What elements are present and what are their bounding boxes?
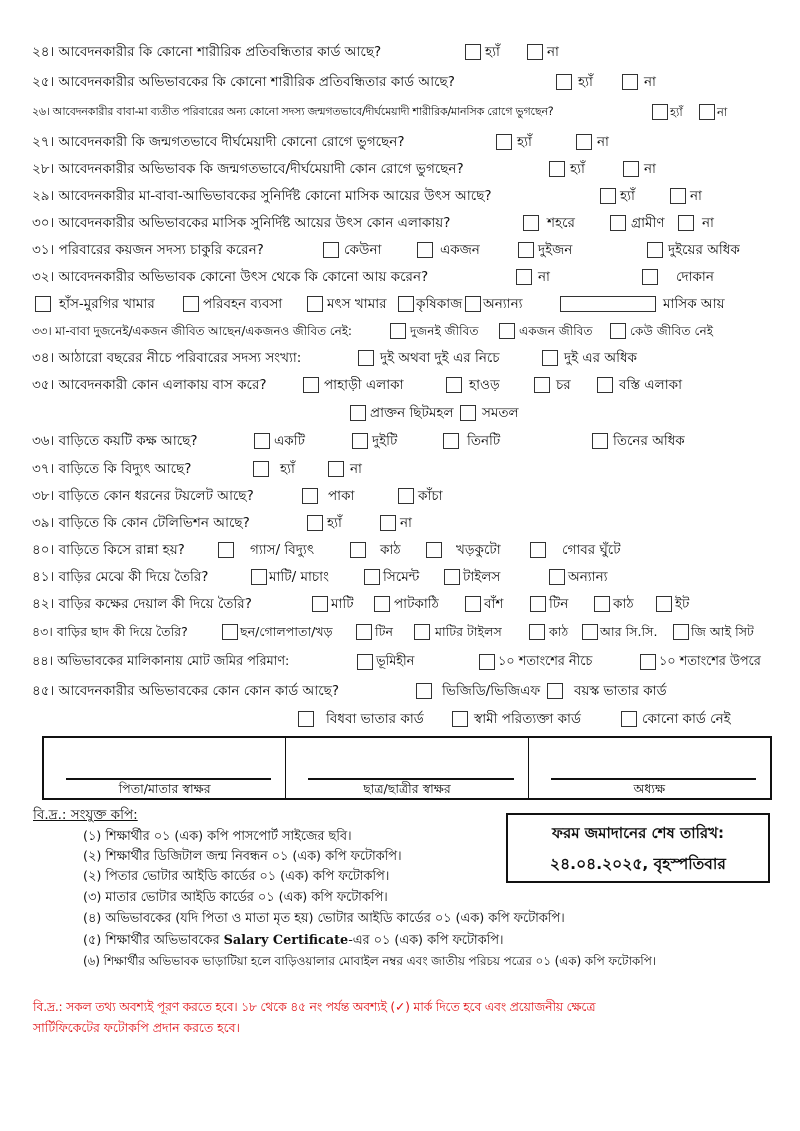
option-label: মাটি/ মাচাং [269, 569, 329, 585]
checkbox-bamboo[interactable] [465, 596, 481, 612]
option-label: চর [556, 377, 571, 393]
checkbox-other[interactable] [549, 569, 565, 585]
option-label: গোবর ঘুঁটে [562, 542, 621, 558]
checkbox-tiles[interactable] [444, 569, 460, 585]
monthly-income-field[interactable] [560, 296, 656, 312]
option-label: কৃষিকাজ [416, 296, 463, 312]
option-label: পাকা [328, 488, 355, 504]
checkbox-rcc[interactable] [582, 624, 598, 640]
deadline-box [506, 813, 770, 883]
checkbox-yes[interactable] [549, 161, 565, 177]
option-label: মাটি [331, 596, 354, 612]
option-label: হাঁস-মুরগির খামার [59, 296, 155, 312]
question-label: ৪৫। আবেদনকারীর অভিভাবকের কোন কোন কার্ড আছে? [32, 683, 340, 699]
checkbox-no[interactable] [380, 515, 396, 531]
attachment-item: (১) শিক্ষার্থীর ০১ (এক) কপি পাসপোর্ট সাইজের ছবি। [83, 829, 352, 844]
question-label: ৪৪। অভিভাবকের মালিকানায় মোট জমির পরিমাণ: [32, 654, 290, 669]
checkbox-widow-allowance[interactable] [298, 711, 314, 727]
checkbox-poultry[interactable] [35, 296, 51, 312]
question-label: ৩৪। আঠারো বছরের নীচে পরিবারের সদস্য সংখ্যা: [32, 350, 302, 366]
checkbox-other[interactable] [465, 296, 481, 312]
signature-student[interactable] [286, 738, 528, 798]
attachment-item: (২) পিতার ভোটার আইডি কার্ডের ০১ (এক) কপি ফটোকপি। [83, 869, 390, 884]
checkbox-pucca[interactable] [302, 488, 318, 504]
checkbox-char[interactable] [534, 377, 550, 393]
option-label: সিমেন্ট [383, 569, 420, 585]
option-label: দুইয়ের অধিক [668, 242, 740, 258]
checkbox-wood[interactable] [529, 624, 545, 640]
question-label: ৪২। বাড়ির কক্ষের দেয়াল কী দিয়ে তৈরি? [32, 596, 252, 612]
option-label: পাটকাঠি [394, 596, 439, 612]
checkbox-fishery[interactable] [307, 296, 323, 312]
option-label: না [644, 74, 656, 90]
attachment-text: (৫) শিক্ষার্থীর অভিভাবকের [83, 933, 224, 948]
option-label: ১০ শতাংশের উপরে [659, 654, 761, 669]
option-label: টিন [375, 624, 393, 639]
question-label: ৩৭। বাড়িতে কি বিদ্যুৎ আছে? [32, 461, 192, 477]
option-label: না [690, 188, 702, 204]
option-label: হ্যাঁ [570, 161, 585, 177]
attachment-item: (২) শিক্ষার্থীর ডিজিটাল জন্ম নিবন্ধন ০১ (এক) কপি ফটোকপি। [83, 849, 402, 864]
question-label: ৪৩। বাড়ির ছাদ কী দিয়ে তৈরি? [32, 624, 188, 639]
question-label: ৩১। পরিবারের কয়জন সদস্য চাকুরি করেন? [32, 242, 264, 258]
checkbox-yes[interactable] [556, 74, 572, 90]
checkbox-no[interactable] [623, 161, 639, 177]
option-label: টিন [549, 596, 569, 612]
checkbox-urban[interactable] [523, 215, 539, 231]
checkbox-both-alive[interactable] [390, 323, 406, 339]
checkbox-none-alive[interactable] [610, 323, 626, 339]
question-label: ২৫। আবেদনকারীর অভিভাবকের কি কোনো শারীরিক প্রতিবন্ধিতার কার্ড আছে? [32, 74, 455, 90]
checkbox-vgd-vgf[interactable] [416, 683, 432, 699]
option-label: কেউ জীবিত নেই [630, 324, 714, 338]
signature-principal[interactable] [529, 738, 770, 798]
option-label: প্রাক্তন ছিটমহল [370, 405, 454, 421]
option-label: সমতল [482, 405, 519, 421]
checkbox-more-than-three[interactable] [592, 433, 608, 449]
option-label: বয়স্ক ভাতার কার্ড [574, 683, 667, 699]
checkbox-more-than-two[interactable] [542, 350, 558, 366]
checkbox-no[interactable] [678, 215, 694, 231]
option-label: পরিবহন ব্যবসা [203, 296, 283, 312]
option-label: না [597, 134, 609, 150]
checkbox-yes[interactable] [600, 188, 616, 204]
question-label: ৩২। আবেদনকারীর অভিভাবক কোনো উৎস থেকে কি কোনো আয় করেন? [32, 269, 429, 285]
checkbox-hilly[interactable] [303, 377, 319, 393]
checkbox-yes[interactable] [465, 44, 481, 60]
option-label: কাঠ [549, 624, 569, 639]
option-label: কাঠ [380, 542, 401, 558]
option-label: একজন জীবিত [519, 324, 593, 338]
deadline-label: ফরম জমাদানের শেষ তারিখ: [552, 824, 724, 842]
signature-line [66, 778, 271, 780]
footer-note-line: বি.দ্র.: সকল তথ্য অবশ্যই পূরণ করতে হবে। ১৮ থেকে ৪৫ নং পর্যন্ত অবশ্যই (✓) মার্ক দিতে হবে এবং প্রয়োজনীয় ক্ষেত্রে [33, 999, 596, 1014]
question-label: ৩৬। বাড়িতে কয়টি কক্ষ আছে? [32, 433, 198, 449]
option-label: মাটির টাইলস [435, 624, 502, 639]
checkbox-below-10[interactable] [479, 654, 495, 670]
checkbox-landless[interactable] [357, 654, 373, 670]
checkbox-kutcha[interactable] [398, 488, 414, 504]
option-label: দুই এর অধিক [564, 350, 637, 366]
option-label: কাঁচা [418, 488, 443, 504]
signature-label: পিতা/মাতার স্বাক্ষর [118, 781, 211, 796]
checkbox-shop[interactable] [642, 269, 658, 285]
checkbox-former-enclave[interactable] [350, 405, 366, 421]
attachment-item [83, 931, 504, 952]
checkbox-elderly-allowance[interactable] [547, 683, 563, 699]
option-label: দুইজন [538, 242, 573, 258]
option-label: বস্তি এলাকা [619, 377, 682, 393]
checkbox-three[interactable] [443, 433, 459, 449]
checkbox-one-alive[interactable] [499, 323, 515, 339]
checkbox-slum[interactable] [597, 377, 613, 393]
deadline-date: ২৪.০৪.২০২৫, বৃহস্পতিবার [550, 855, 726, 873]
attachment-text: -এর ০১ (এক) কপি ফটোকপি। [348, 933, 504, 948]
option-label: অন্যান্য [483, 296, 523, 312]
option-label: জি আই সিট [691, 624, 754, 639]
checkbox-no[interactable] [699, 104, 715, 120]
checkbox-no[interactable] [527, 44, 543, 60]
checkbox-no[interactable] [328, 461, 344, 477]
signature-parent[interactable] [44, 738, 286, 798]
option-label: স্বামী পরিত্যক্তা কার্ড [474, 711, 581, 727]
option-label: হ্যাঁ [485, 44, 500, 60]
checkbox-no[interactable] [576, 134, 592, 150]
option-label: দোকান [676, 269, 714, 285]
option-label: কেউনা [344, 242, 382, 258]
option-label: একটি [274, 433, 305, 449]
footer-note-line: সার্টিফিকেটের ফটোকপি প্রদান করতে হবে। [33, 1020, 240, 1035]
question-label: ৩৩। মা-বাবা দুজনেই/একজন জীবিত আছেন/একজনও জীবিত নেই: [32, 324, 352, 338]
option-label: তিনটি [467, 433, 501, 449]
option-label: একজন [440, 242, 480, 258]
option-label: দুজনই জীবিত [410, 324, 479, 338]
checkbox-no[interactable] [516, 269, 532, 285]
signature-label: ছাত্র/ছাত্রীর স্বাক্ষর [363, 781, 451, 796]
option-label: বাঁশ [484, 596, 504, 612]
checkbox-thatch[interactable] [222, 624, 238, 640]
question-label: ৩৯। বাড়িতে কি কোন টেলিভিশন আছে? [32, 515, 250, 531]
attachment-item: (৪) অভিভাবকের (যদি পিতা ও মাতা মৃত হয়) ভোটার আইডি কার্ডের ০১ (এক) কপি ফটোকপি। [83, 911, 565, 926]
signature-line [308, 778, 513, 780]
option-label: হাওড় [469, 377, 500, 393]
checkbox-dung[interactable] [530, 542, 546, 558]
question-label: ৩৫। আবেদনকারী কোন এলাকায় বাস করে? [32, 377, 267, 393]
option-label: আর সি.সি. [600, 624, 658, 639]
checkbox-straw[interactable] [426, 542, 442, 558]
option-label: পাহাড়ী এলাকা [324, 377, 404, 393]
question-label: ৪১। বাড়ির মেঝে কী দিয়ে তৈরি? [32, 569, 209, 585]
option-label: না [400, 515, 412, 531]
question-label: ২৮। আবেদনকারীর অভিভাবক কি জন্মগতভাবে/দীর্ঘমেয়াদী কোন রোগে ভুগছেন? [32, 161, 464, 177]
signature-label: অধ্যক্ষ [633, 781, 666, 796]
option-label: ইট [675, 596, 690, 612]
checkbox-yes[interactable] [253, 461, 269, 477]
checkbox-agriculture[interactable] [398, 296, 414, 312]
checkbox-plain[interactable] [460, 405, 476, 421]
checkbox-one[interactable] [254, 433, 270, 449]
checkbox-cement[interactable] [364, 569, 380, 585]
checkbox-above-10[interactable] [640, 654, 656, 670]
checkbox-mud[interactable] [312, 596, 328, 612]
option-label: ভূমিহীন [376, 654, 415, 669]
checkbox-yes[interactable] [496, 134, 512, 150]
option-label: শহরে [547, 215, 575, 231]
option-label: গ্রামীণ [631, 215, 665, 231]
attachment-text-latin: Salary Certificate [223, 933, 349, 948]
checkbox-none[interactable] [323, 242, 339, 258]
option-label: দুইটি [372, 433, 398, 449]
checkbox-wood[interactable] [594, 596, 610, 612]
option-label: হ্যাঁ [280, 461, 295, 477]
question-label: ২৯। আবেদনকারীর মা-বাবা-আভিভাবকের সুনির্দিষ্ট কোনো মাসিক আয়ের উৎস আছে? [32, 188, 492, 204]
checkbox-abandoned-wife[interactable] [452, 711, 468, 727]
option-label: না [538, 269, 550, 285]
option-label: হ্যাঁ [620, 188, 635, 204]
option-label: ১০ শতাংশের নীচে [498, 654, 593, 669]
checkbox-haor[interactable] [446, 377, 462, 393]
checkbox-two[interactable] [352, 433, 368, 449]
option-label: মৎস খামার [327, 296, 387, 312]
option-label: না [644, 161, 656, 177]
option-label: কোনো কার্ড নেই [642, 711, 731, 727]
checkbox-no[interactable] [670, 188, 686, 204]
attachment-item: (৩) মাতার ভোটার আইডি কার্ডের ০১ (এক) কপি ফটোকপি। [83, 890, 388, 905]
checkbox-gi-sheet[interactable] [673, 624, 689, 640]
signature-line [551, 778, 756, 780]
attachments-title: বি.দ্র.: সংযুক্ত কপি: [33, 807, 138, 823]
option-label: অন্যান্য [568, 569, 608, 585]
question-label: ৩৮। বাড়িতে কোন ধরনের টয়লেট আছে? [32, 488, 254, 504]
option-label: মাসিক আয় [663, 296, 725, 312]
checkbox-yes[interactable] [307, 515, 323, 531]
option-label: কাঠ [613, 596, 634, 612]
question-label: ৩০। আবেদনকারীর অভিভাবকের মাসিক সুনির্দিষ্ট আয়ের উৎস কোন এলাকায়? [32, 215, 451, 231]
option-label: তিনের অধিক [613, 433, 685, 449]
option-label: হ্যাঁ [578, 74, 593, 90]
option-label: না [350, 461, 362, 477]
signature-table [42, 736, 772, 800]
checkbox-no-card[interactable] [621, 711, 637, 727]
question-label: ২৭। আবেদনকারী কি জন্মগতভাবে দীর্ঘমেয়াদী কোনো রোগে ভুগছেন? [32, 134, 405, 150]
checkbox-more-than-two[interactable] [647, 242, 663, 258]
checkbox-yes[interactable] [652, 104, 668, 120]
question-label: ২৪। আবেদনকারীর কি কোনো শারীরিক প্রতিবন্ধিতার কার্ড আছে? [32, 44, 382, 60]
checkbox-wood[interactable] [350, 542, 366, 558]
checkbox-two[interactable] [518, 242, 534, 258]
option-label: গ্যাস/ বিদ্যুৎ [250, 542, 315, 558]
option-label: দুই অথবা দুই এর নিচে [380, 350, 500, 366]
checkbox-one[interactable] [417, 242, 433, 258]
option-label: না [717, 105, 728, 119]
checkbox-rural[interactable] [610, 215, 626, 231]
checkbox-tin[interactable] [530, 596, 546, 612]
option-label: খড়কুটো [456, 542, 501, 558]
option-label: বিধবা ভাতার কার্ড [326, 711, 424, 727]
checkbox-mud[interactable] [251, 569, 267, 585]
option-label: হ্যাঁ [670, 105, 683, 119]
checkbox-two-or-less[interactable] [358, 350, 374, 366]
checkbox-gas-electric[interactable] [218, 542, 234, 558]
question-label: ২৬। আবেদনকারীর বাবা-মা ব্যতীত পরিবারের অন্য কোনো সদস্য জন্মগতভাবে/দীর্ঘমেয়াদী শারীরিক/মানসিক রোগে ভুগছেন? [32, 105, 554, 118]
checkbox-jute-stick[interactable] [374, 596, 390, 612]
checkbox-clay-tiles[interactable] [414, 624, 430, 640]
checkbox-transport[interactable] [183, 296, 199, 312]
option-label: ছন/গোলপাতা/খড় [240, 624, 333, 639]
option-label: ভিজিডি/ভিজিএফ [442, 683, 541, 699]
attachment-item: (৬) শিক্ষার্থীর অভিভাবক ভাড়াটিয়া হলে বাড়িওয়ালার মোবাইল নম্বর এবং জাতীয় পরিচয় পত্রের ০১ (এক) কপি ফটোকপি। [83, 954, 656, 968]
option-label: না [547, 44, 559, 60]
option-label: টাইলস [463, 569, 501, 585]
checkbox-tin[interactable] [356, 624, 372, 640]
checkbox-no[interactable] [622, 74, 638, 90]
option-label: না [702, 215, 714, 231]
option-label: হ্যাঁ [517, 134, 532, 150]
option-label: হ্যাঁ [327, 515, 342, 531]
question-label: ৪০। বাড়িতে কিসে রান্না হয়? [32, 542, 185, 558]
checkbox-brick[interactable] [656, 596, 672, 612]
